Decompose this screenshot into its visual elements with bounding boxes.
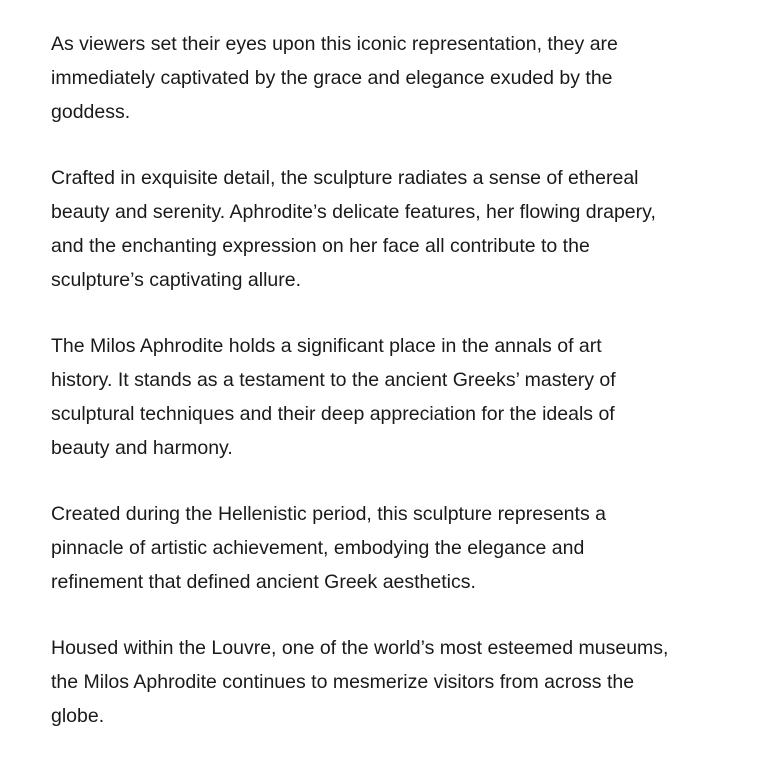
- paragraph-viewers: As viewers set their eyes upon this iconic representation, they are immediately captivated by the grace and elegance exuded by the goddess.: [51, 33, 618, 123]
- article-body: [51, 27, 751, 765]
- paragraph-hellenistic: Created during the Hellenistic period, this sculpture represents a pinnacle of artistic achievement, embodying the elegance and refinement that defined ancient Greek aesthetics.: [51, 503, 606, 593]
- paragraph-louvre: Housed within the Louvre, one of the world’s most esteemed museums, the Milos Aphrodite continues to mesmerize visitors from across the globe.: [51, 637, 669, 727]
- paragraph-significance: The Milos Aphrodite holds a significant place in the annals of art history. It stands as a testament to the ancient Greeks’ mastery of sculptural techniques and their deep appreciation for the ideals of beauty and harmony.: [51, 335, 616, 459]
- paragraph-crafted: Crafted in exquisite detail, the sculpture radiates a sense of ethereal beauty and serenity. Aphrodite’s delicate features, her flowing drapery, and the enchanting expression on her face all contribute to the sculpture’s captivating allure.: [51, 167, 656, 291]
